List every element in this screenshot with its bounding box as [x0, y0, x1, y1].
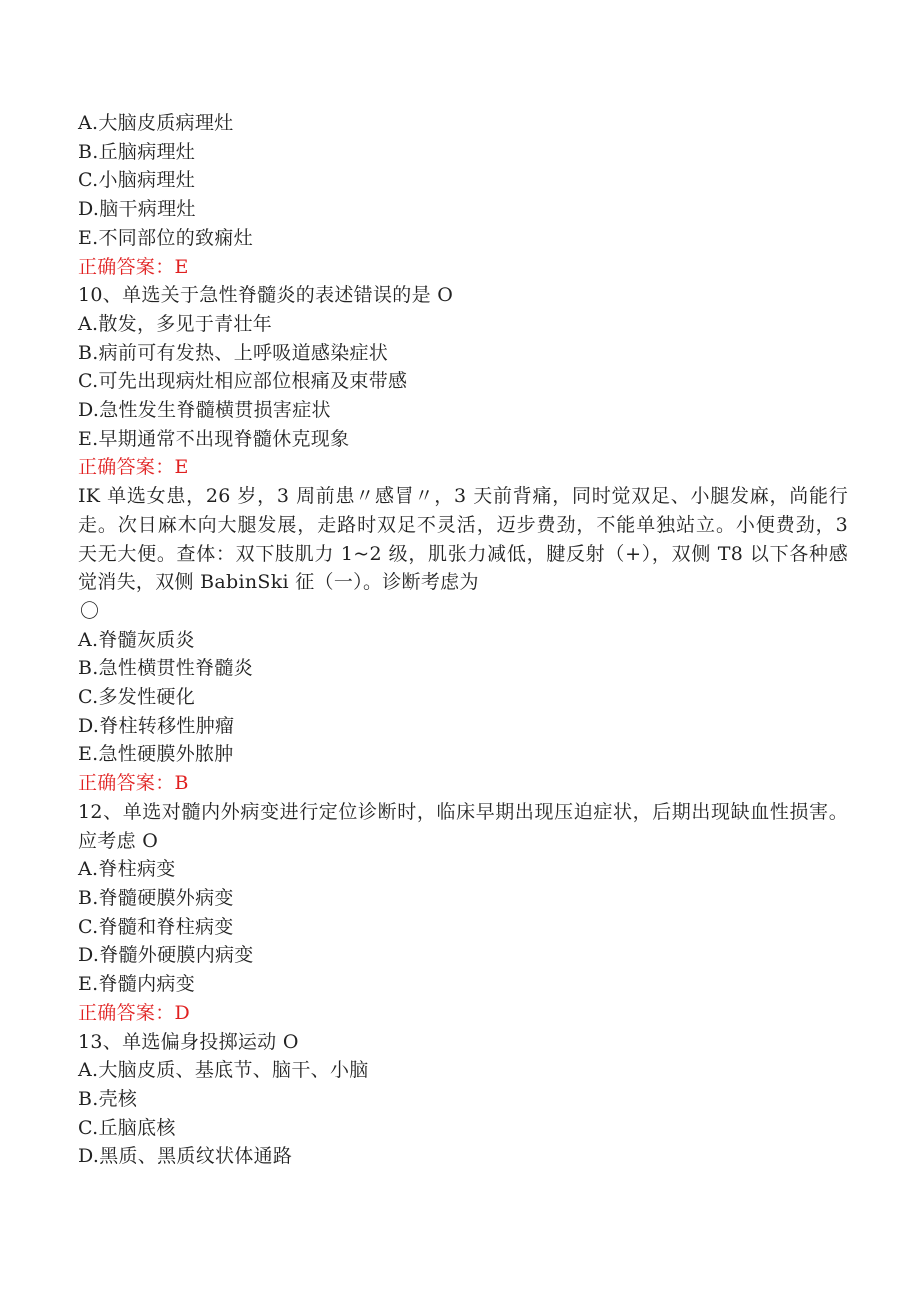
- option: D.脊柱转移性肿瘤: [78, 714, 235, 737]
- option: D.黑质、黑质纹状体通路: [78, 1145, 293, 1168]
- option: A.脊柱病变: [78, 858, 176, 881]
- option: B.脊髓硬膜外病变: [78, 886, 234, 909]
- option: A.大脑皮质、基底节、脑干、小脑: [78, 1059, 369, 1082]
- question-block: [78, 482, 848, 798]
- option: E.不同部位的致痫灶: [78, 226, 253, 249]
- option: C.丘脑底核: [78, 1116, 176, 1139]
- option: B.壳核: [78, 1087, 138, 1110]
- question-block: [78, 1028, 848, 1172]
- correct-answer: 正确答案：E: [78, 255, 189, 278]
- option: B.丘脑病理灶: [78, 140, 196, 163]
- option: C.多发性硬化: [78, 686, 196, 709]
- question-text: 12、单选对髓内外病变进行定位诊断时，临床早期出现压迫症状，后期出现缺血性损害。应考虑 O: [78, 800, 848, 852]
- question-text: 10、单选关于急性脊髓炎的表述错误的是 O: [78, 284, 454, 307]
- option: E.急性硬膜外脓肿: [78, 743, 234, 766]
- question-block: [78, 798, 848, 1028]
- option: D.脑干病理灶: [78, 198, 196, 221]
- question-blank: 〇: [80, 599, 100, 622]
- option: A.散发，多见于青壮年: [78, 312, 273, 335]
- question-text: 13、单选偏身投掷运动 O: [78, 1030, 299, 1053]
- option: B.急性横贯性脊髓炎: [78, 657, 254, 680]
- question-text: IK 单选女患，26 岁，3 周前患〃感冒〃，3 天前背痛，同时觉双足、小腿发麻，尚能行走。次日麻木向大腿发展，走路时双足不灵活，迈步费劲，不能单独站立。小便费劲，3 天无大便。查体：双下肢肌力 1~2 级，肌张力减低，腱反射（+），双侧 T8 以下各种感觉消失，双侧 BabinSki 征（一）。诊断考虑为: [78, 485, 848, 594]
- option: C.可先出现病灶相应部位根痛及束带感: [78, 370, 408, 393]
- question-block: [78, 281, 848, 482]
- option: E.脊髓内病变: [78, 973, 196, 996]
- option: D.急性发生脊髓横贯损害症状: [78, 399, 331, 422]
- option: E.早期通常不出现脊髓休克现象: [78, 427, 350, 450]
- question-block: [78, 109, 848, 281]
- option: C.脊髓和脊柱病变: [78, 915, 234, 938]
- correct-answer: 正确答案：E: [78, 456, 189, 479]
- option: C.小脑病理灶: [78, 169, 196, 192]
- option: B.病前可有发热、上呼吸道感染症状: [78, 341, 389, 364]
- option: D.脊髓外硬膜内病变: [78, 944, 254, 967]
- correct-answer: 正确答案：B: [78, 772, 189, 795]
- option: A.大脑皮质病理灶: [78, 112, 234, 134]
- option: A.脊髓灰质炎: [78, 628, 195, 651]
- document-body: [78, 109, 848, 1171]
- correct-answer: 正确答案：D: [78, 1001, 191, 1024]
